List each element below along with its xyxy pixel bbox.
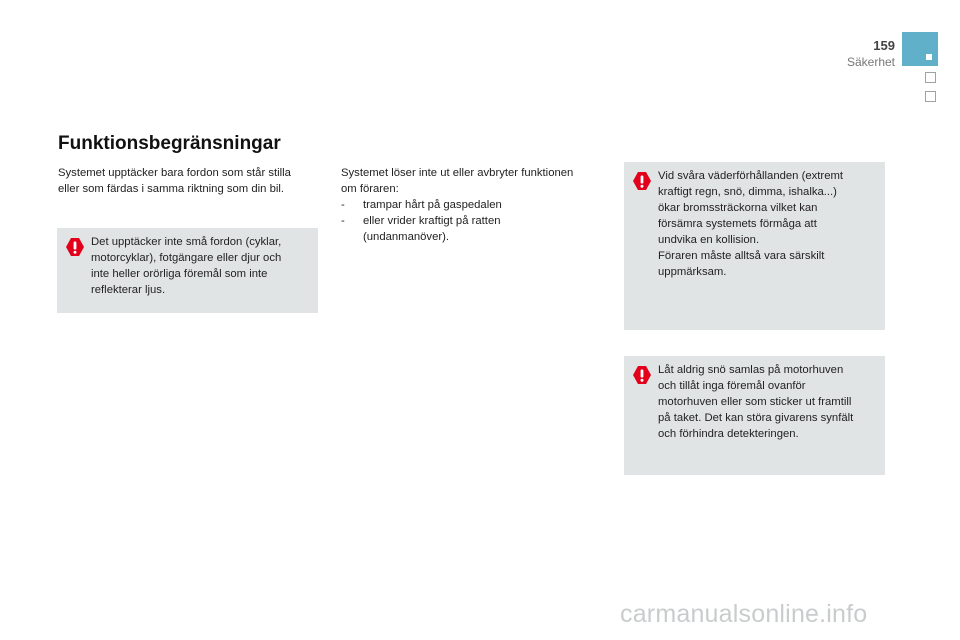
warning-box-snow	[624, 356, 885, 475]
warning-box-weather	[624, 162, 885, 330]
warning-line: undvika en kollision.	[658, 234, 760, 246]
section-tab-2[interactable]	[925, 72, 936, 83]
list-item-text: (undanmanöver).	[363, 231, 450, 243]
warning-line: och tillåt inga föremål ovanför	[658, 380, 806, 392]
warning-line: Det upptäcker inte små fordon (cyklar,	[91, 236, 282, 248]
warning-line: motorhuven eller som sticker ut framtill	[658, 396, 852, 408]
page-title: Funktionsbegränsningar	[58, 133, 281, 154]
warning-icon	[632, 365, 652, 385]
warning-icon	[632, 171, 652, 191]
warning-text	[658, 362, 853, 442]
list-dash: -	[341, 215, 345, 227]
warning-line: reflekterar ljus.	[91, 284, 166, 296]
warning-line: inte heller orörliga föremål som inte	[91, 268, 268, 280]
list-item-text: trampar hårt på gaspedalen	[363, 199, 502, 211]
middle-line: Systemet löser inte ut eller avbryter funktionen	[341, 167, 574, 179]
warning-line: kraftigt regn, snö, dimma, ishalka...)	[658, 186, 837, 198]
current-section-marker	[926, 54, 932, 60]
watermark: carmanualsonline.info	[620, 600, 868, 628]
current-section-tab[interactable]	[902, 32, 938, 66]
list-item	[341, 197, 573, 213]
intro-line: eller som färdas i samma riktning som din bil.	[58, 183, 285, 195]
warning-line: uppmärksam.	[658, 266, 727, 278]
middle-line: om föraren:	[341, 183, 399, 195]
list-dash: -	[341, 199, 345, 211]
page-number: 159	[873, 38, 895, 53]
intro-line: Systemet upptäcker bara fordon som står stilla	[58, 167, 291, 179]
middle-paragraph	[341, 165, 573, 245]
warning-text	[658, 168, 843, 280]
warning-box-small-vehicles	[57, 228, 318, 313]
warning-line: Vid svåra väderförhållanden (extremt	[658, 170, 844, 182]
warning-line: Föraren måste alltså vara särskilt	[658, 250, 825, 262]
warning-line: och förhindra detekteringen.	[658, 428, 799, 440]
section-name: Säkerhet	[846, 55, 895, 69]
warning-line: på taket. Det kan störa givarens synfält	[658, 412, 854, 424]
list-item-text: eller vrider kraftigt på ratten	[363, 215, 501, 227]
warning-line: Låt aldrig snö samlas på motorhuven	[658, 364, 844, 376]
warning-icon	[65, 237, 85, 257]
section-tab-3[interactable]	[925, 91, 936, 102]
list-item	[341, 213, 573, 245]
intro-paragraph	[58, 165, 291, 197]
warning-line: motorcyklar), fotgängare eller djur och	[91, 252, 282, 264]
warning-line: försämra systemets förmåga att	[658, 218, 817, 230]
warning-text	[91, 234, 281, 298]
warning-line: ökar bromssträckorna vilket kan	[658, 202, 818, 214]
